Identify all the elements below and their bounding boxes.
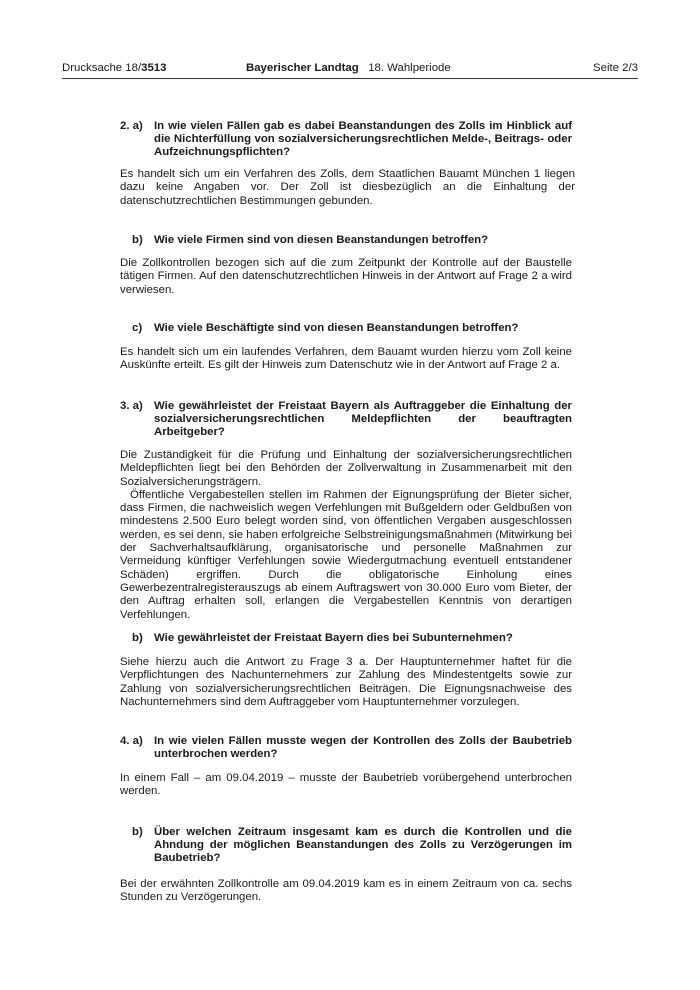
answer-paragraph-1: Die Zuständigkeit für die Prüfung und Einhaltung der sozialversicherungsrechtlichen Meldepflichten liegt bei den Behörden der Zollverwaltung in Zusammenarbeit mit den Sozialversicherungsträgern. [120, 449, 572, 488]
answer-text: Bei der erwähnten Zollkontrolle am 09.04.2019 kam es in einem Zeitraum von ca. sechs Stunden zu Verzögerungen. [120, 878, 572, 904]
question-text: Über welchen Zeitraum insgesamt kam es durch die Kontrollen und die Ahndung der möglichen Beanstandungen des Zolls zu Verzögerungen im Baubetrieb? [154, 826, 572, 864]
question-2b [120, 234, 572, 247]
question-text: Wie viele Firmen sind von diesen Beanstandungen betroffen? [154, 234, 489, 246]
drucksache-reference [62, 62, 166, 74]
question-text: In wie vielen Fällen gab es dabei Beanstandungen des Zolls im Hinblick auf die Nichterfüllung von sozialversicherungsrechtlichen Melde-, Beitrags- oder Aufzeichnungspflichten? [154, 120, 572, 158]
question-number: c) [132, 322, 143, 334]
question-number: 3. a) [120, 400, 143, 412]
question-text: Wie viele Beschäftigte sind von diesen Beanstandungen betroffen? [154, 322, 519, 334]
question-4b [120, 826, 572, 865]
page-number: Seite 2/3 [593, 62, 638, 74]
answer-4b [120, 878, 572, 905]
question-text: Wie gewährleistet der Freistaat Bayern als Auftraggeber die Einhaltung der sozialversicherungsrechtlichen Meldepflichten der beauftragten Arbeitgeber? [154, 400, 572, 438]
answer-paragraph-2: Öffentliche Vergabestellen stellen im Rahmen der Eignungsprüfung der Bieter sicher, dass Firmen, die nachweislich wegen Verfehlungen mit Bußgeldern oder Geldbußen von mindestens 2.500 Euro belegt worden sind, von öffentlichen Vergaben ausgeschlossen werden, es sei denn, sie haben erfolgreiche Selbstreinigungsmaßnahmen (Mitwirkung bei der Sachverhaltsaufklärung, organisatorische und personelle Maßnahmen zur Vermeidung künftiger Verfehlungen sowie Wiedergutmachung eventuell entstandener Schäden) ergriffen. Durch die obligatorische Einholung eines Gewerbezentralregisterauszugs ab einem Auftragswert von 30.000 Euro vom Bieter, der den Auftrag erhalten soll, erlangen die Vergabestellen Kenntnis von derartigen Verfehlungen. [120, 488, 572, 621]
legislative-period: 18. Wahlperiode [368, 62, 451, 74]
answer-3a [120, 449, 572, 622]
answer-2b [120, 257, 572, 297]
answer-3b [120, 656, 572, 709]
answer-text: In einem Fall – am 09.04.2019 – musste der Baubetrieb vorübergehend unterbrochen werden. [120, 772, 572, 798]
question-2a [120, 120, 572, 159]
parliament-name: Bayerischer Landtag [246, 62, 359, 74]
parliament-info [246, 62, 451, 74]
answer-text: Die Zollkontrollen bezogen sich auf die zum Zeitpunkt der Kontrolle auf der Baustelle tätigen Firmen. Auf den datenschutzrechtlichen Hinweis in der Antwort auf Frage 2 a wird verwiesen. [120, 257, 572, 296]
question-text: Wie gewährleistet der Freistaat Bayern dies bei Subunternehmen? [154, 632, 513, 644]
question-number: b) [132, 234, 143, 246]
question-text: In wie vielen Fällen musste wegen der Kontrollen des Zolls der Baubetrieb unterbrochen werden? [154, 735, 572, 760]
drucksache-number: 3513 [141, 62, 167, 74]
question-3a [120, 400, 572, 439]
question-number: b) [132, 632, 143, 644]
answer-4a [120, 772, 572, 799]
answer-text: Es handelt sich um ein laufendes Verfahren, dem Bauamt wurden hierzu vom Zoll keine Auskünfte erteilt. Es gilt der Hinweis zum Datenschutz wie in der Antwort auf Frage 2 a. [120, 346, 572, 372]
question-3b [120, 632, 572, 645]
page-header [62, 62, 638, 79]
answer-2a [120, 168, 575, 208]
question-number: b) [132, 826, 143, 838]
answer-text: Siehe hierzu auch die Antwort zu Frage 3 a. Der Hauptunternehmer haftet für die Verpflichtungen des Nachunternehmers zur Zahlung des Mindestentgelts sowie zur Zahlung von sozialversicherungsrechtlichen Beiträgen. Die Eignungsnachweise des Nachunternehmers sind dem Auftraggeber vom Hauptunternehmer vorzulegen. [120, 656, 572, 708]
question-2c [120, 322, 572, 335]
question-number: 2. a) [120, 120, 143, 132]
question-number: 4. a) [120, 735, 143, 747]
question-4a [120, 735, 572, 761]
answer-text: Es handelt sich um ein Verfahren des Zolls, dem Staatlichen Bauamt München 1 liegen dazu keine Angaben vor. Der Zoll ist diesbezüglich an die Einhaltung der datenschutzrechtlichen Bestimmungen gebunden. [120, 168, 575, 207]
drucksache-label: Drucksache 18/ [62, 62, 142, 74]
answer-2c [120, 346, 572, 373]
